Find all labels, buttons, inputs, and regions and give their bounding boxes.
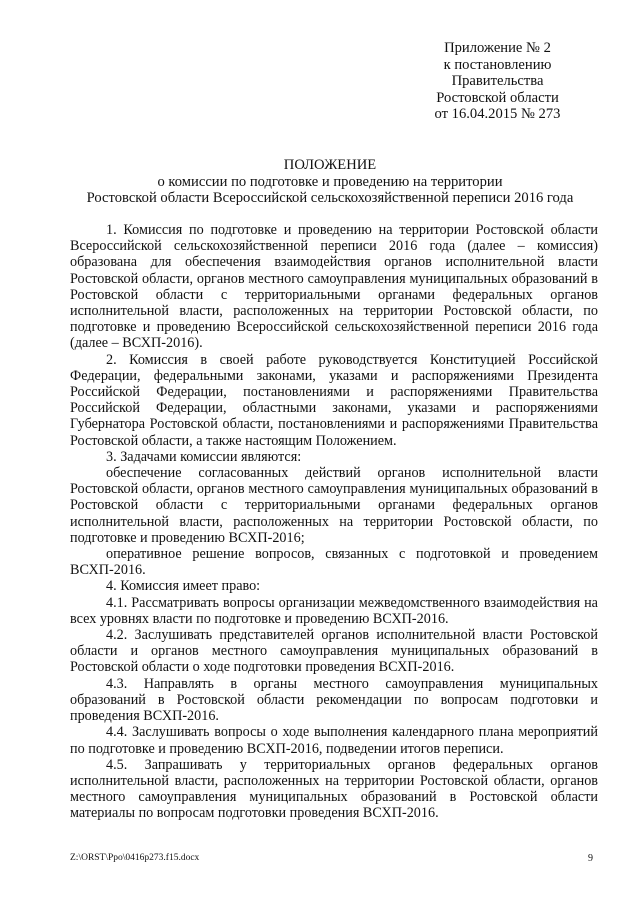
paragraph-3: 3. Задачами комиссии являются: xyxy=(106,448,302,465)
appendix-line: к постановлению xyxy=(443,56,552,73)
paragraph-1: 1. Комиссия по подготовке и проведению на территории Ростовской области Всероссийской сельскохозяйственной переписи 2016 года (далее – комиссия) образована для обеспечения взаимодействия органов исполнительной власти Ростовской области, органов местного самоуправления муниципальных образований в Ростовской области с территориальными органами федеральных органов исполнительной власти, расположенных на территории Ростовской области, по подготовке и проведению Всероссийской сельскохозяйственной переписи 2016 года (далее – ВСХП-2016). xyxy=(70,222,598,352)
paragraph-3-item-2: оперативное решение вопросов, связанных с подготовкой и проведением ВСХП-2016. xyxy=(70,546,598,579)
appendix-line: от 16.04.2015 № 273 xyxy=(434,106,561,123)
appendix-block xyxy=(410,40,585,123)
appendix-line: Ростовской области xyxy=(436,89,559,106)
document-subtitle-line-2: Ростовской области Всероссийской сельскохозяйственной переписи 2016 года xyxy=(86,190,574,207)
paragraph-4-1: 4.1. Рассматривать вопросы организации межведомственного взаимодействия на всех уровнях власти по подготовке и проведению ВСХП-2016. xyxy=(70,594,598,627)
paragraph-4-3: 4.3. Направлять в органы местного самоуправления муниципальных образований в Ростовской области рекомендации по вопросам подготовки и проведения ВСХП-2016. xyxy=(70,675,598,725)
paragraph-4-4: 4.4. Заслушивать вопросы о ходе выполнения календарного плана мероприятий по подготовке и проведению ВСХП-2016, подведении итогов переписи. xyxy=(70,724,598,757)
document-title-block xyxy=(70,157,590,207)
paragraph-4-5: 4.5. Запрашивать у территориальных органов федеральных органов исполнительной власти, расположенных на территории Ростовской области, органов местного самоуправления муниципальных образований в Ростовской области материалы по вопросам подготовки проведения ВСХП-2016. xyxy=(70,756,598,822)
appendix-line: Приложение № 2 xyxy=(444,40,551,56)
paragraph-2: 2. Комиссия в своей работе руководствуется Конституцией Российской Федерации, федеральными законами, указами и распоряжениями Президента Российской Федерации, постановлениями и распоряжениями Правительства Российской Федерации, областными законами, указами и распоряжениями Губернатора Ростовской области, постановлениями и распоряжениями Правительства Ростовской области, а также настоящим Положением. xyxy=(70,351,598,449)
paragraph-4: 4. Комиссия имеет право: xyxy=(106,578,261,595)
paragraph-4-2: 4.2. Заслушивать представителей органов исполнительной власти Ростовской области и органов местного самоуправления муниципальных образований в Ростовской области о ходе подготовки проведения ВСХП-2016. xyxy=(70,627,598,676)
footer-file-path: Z:\ORST\Ppo\0416p273.f15.docx xyxy=(70,853,200,863)
page-number: 9 xyxy=(588,853,593,864)
document-heading: ПОЛОЖЕНИЕ xyxy=(283,157,377,173)
document-subtitle-line-1: о комиссии по подготовке и проведению на территории xyxy=(157,173,503,190)
appendix-line: Правительства xyxy=(451,73,544,90)
paragraph-3-item-1: обеспечение согласованных действий органов исполнительной власти Ростовской области, органов местного самоуправления муниципальных образований в Ростовской области с территориальными органами федеральных органов исполнительной власти, расположенных на территории Ростовской области, по подготовке и проведению ВСХП-2016; xyxy=(70,465,598,546)
document-body xyxy=(70,222,598,822)
